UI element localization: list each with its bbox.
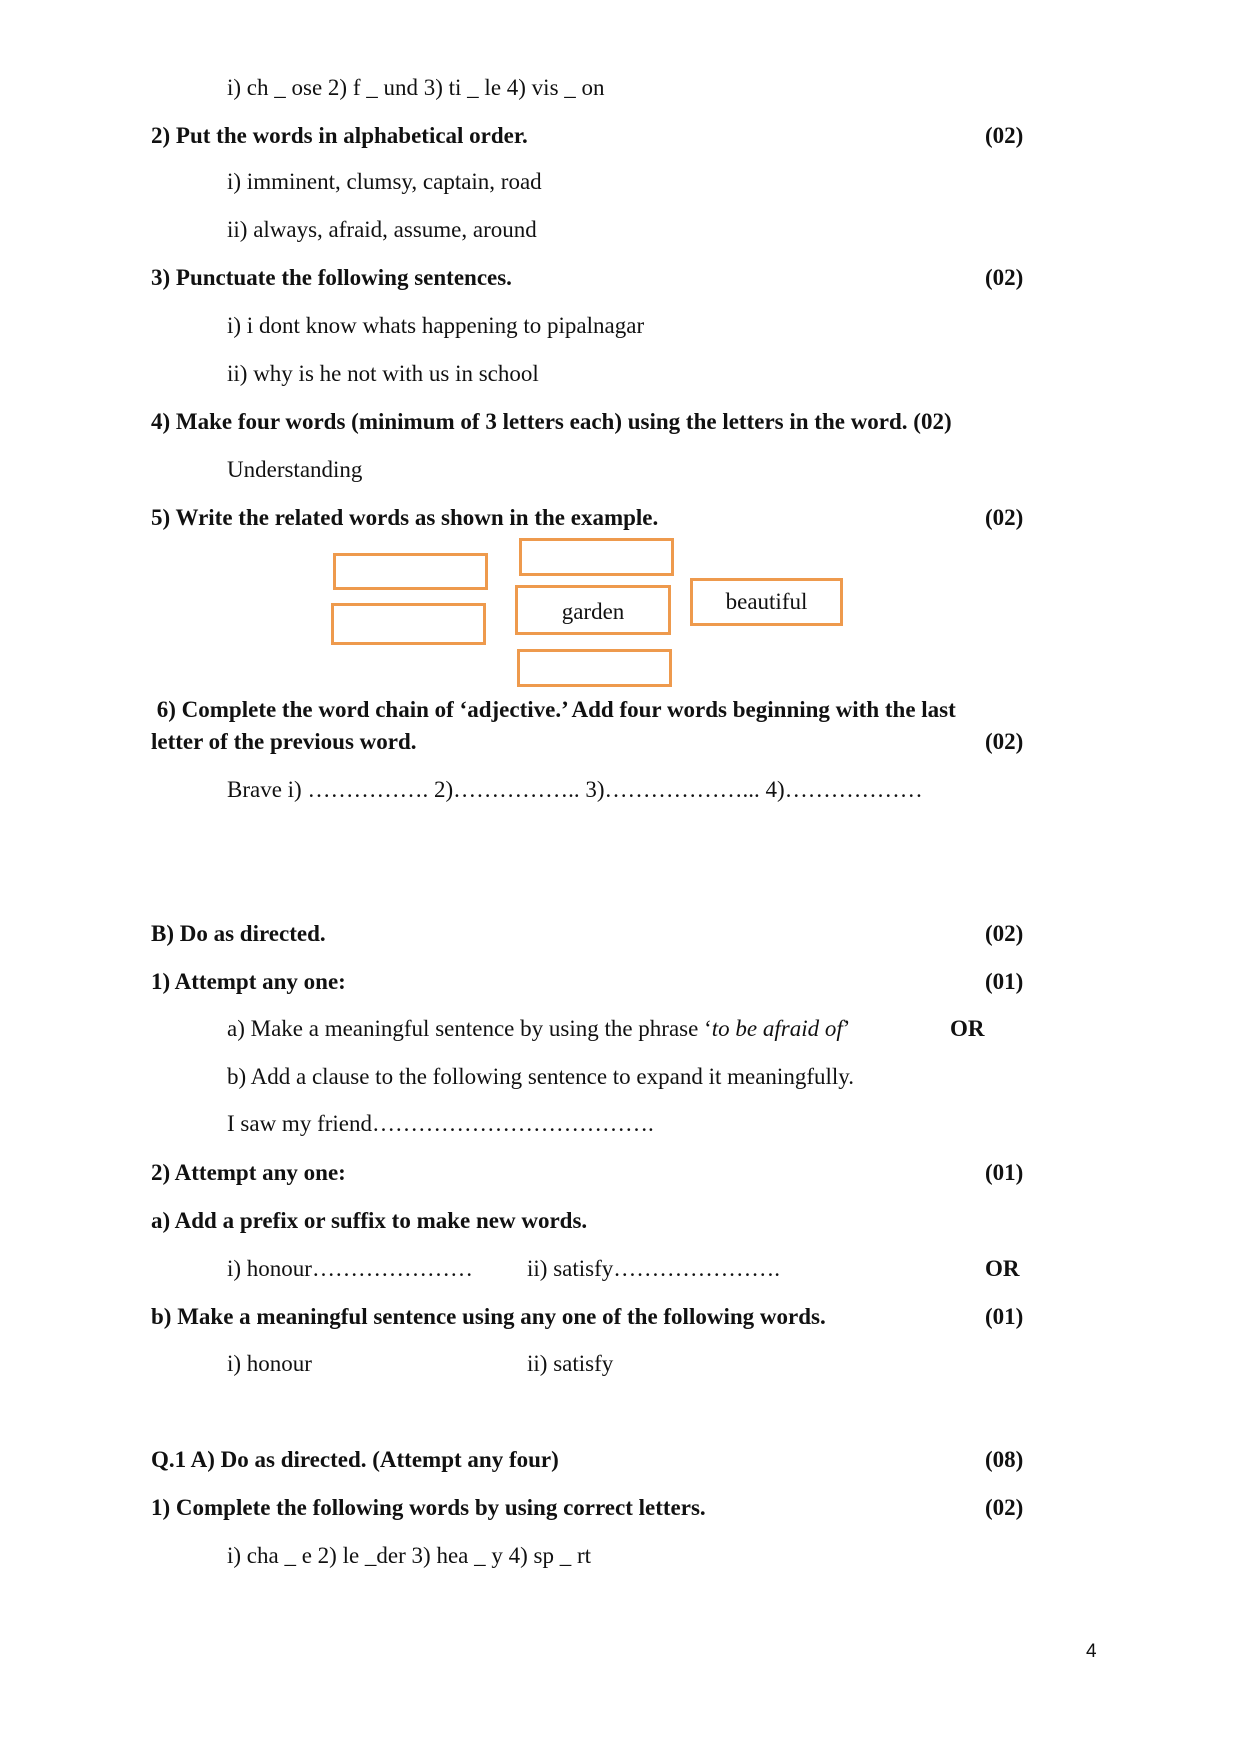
- word-map-blank-box: [333, 553, 488, 590]
- b1-option-b: b) Add a clause to the following sentence to expand it meaningfully.: [227, 1064, 855, 1089]
- b1-option-a-close-quote: ’: [842, 1016, 851, 1041]
- b2-or: OR: [985, 1256, 1020, 1281]
- q1a-heading: Q.1 A) Do as directed. (Attempt any four): [151, 1447, 559, 1472]
- q2-marks: (02): [985, 123, 1024, 148]
- word-map-example-box: [690, 578, 843, 626]
- q3-marks: (02): [985, 265, 1024, 290]
- word-map-center-box: [515, 585, 671, 635]
- q4-heading: 4) Make four words (minimum of 3 letters each) using the letters in the word. (02): [151, 409, 952, 434]
- q1a-marks: (08): [985, 1447, 1024, 1472]
- word-map-blank-box: [517, 649, 672, 687]
- b2-option-a-heading: a) Add a prefix or suffix to make new words.: [151, 1208, 588, 1233]
- q1a-1-heading: 1) Complete the following words by using correct letters.: [151, 1495, 706, 1520]
- q4-word: Understanding: [227, 457, 363, 482]
- word-map-center-word: garden: [561, 599, 625, 624]
- b1-option-a: [227, 1015, 850, 1043]
- b1-or: OR: [950, 1016, 985, 1041]
- section-b-heading: B) Do as directed.: [151, 921, 326, 946]
- b1-option-b-sentence: I saw my friend……………………………….: [227, 1111, 654, 1136]
- q1a-1-marks: (02): [985, 1495, 1024, 1520]
- b1-option-a-phrase: to be afraid of: [711, 1016, 843, 1041]
- b2-option-b-heading: b) Make a meaningful sentence using any one of the following words.: [151, 1304, 826, 1329]
- word-map-blank-box: [331, 603, 486, 645]
- b1-marks: (01): [985, 969, 1024, 994]
- q6-heading-line1: 6) Complete the word chain of ‘adjective.’ Add four words beginning with the last: [151, 697, 956, 722]
- q6-heading-line2: letter of the previous word.: [151, 729, 417, 754]
- b2-heading: 2) Attempt any one:: [151, 1160, 346, 1185]
- section-b-marks: (02): [985, 921, 1024, 946]
- word-map-blank-box: [519, 538, 674, 576]
- q3-item-ii: ii) why is he not with us in school: [227, 361, 539, 386]
- q2-item-i: i) imminent, clumsy, captain, road: [227, 169, 542, 194]
- q6-word-chain: Brave i) ……………. 2)…………….. 3)………………... 4)………………: [227, 777, 923, 802]
- q6-marks: (02): [985, 729, 1024, 754]
- b2-option-a-item-ii: ii) satisfy………………….: [527, 1256, 780, 1281]
- word-map-example-word: beautiful: [725, 589, 808, 614]
- b1-heading: 1) Attempt any one:: [151, 969, 346, 994]
- b2-marks: (01): [985, 1160, 1024, 1185]
- q1a-1-items: i) cha _ e 2) le _der 3) hea _ y 4) sp _ rt: [227, 1543, 592, 1568]
- q5-marks: (02): [985, 505, 1024, 530]
- b2-option-a-item-i: i) honour…………………: [227, 1256, 473, 1281]
- b2-option-b-marks: (01): [985, 1304, 1024, 1329]
- b1-option-a-text: a) Make a meaningful sentence by using the phrase ‘: [227, 1016, 712, 1041]
- q3-item-i: i) i dont know whats happening to pipalnagar: [227, 313, 645, 338]
- q2-item-ii: ii) always, afraid, assume, around: [227, 217, 537, 242]
- b2-option-b-item-ii: ii) satisfy: [527, 1351, 614, 1376]
- b2-option-b-item-i: i) honour: [227, 1351, 312, 1376]
- q5-heading: 5) Write the related words as shown in the example.: [151, 505, 659, 530]
- q3-heading: 3) Punctuate the following sentences.: [151, 265, 512, 290]
- page-number: 4: [1086, 1641, 1097, 1662]
- q2-heading: 2) Put the words in alphabetical order.: [151, 123, 528, 148]
- q1-previous-spelling-items: i) ch _ ose 2) f _ und 3) ti _ le 4) vis _ on: [227, 75, 605, 100]
